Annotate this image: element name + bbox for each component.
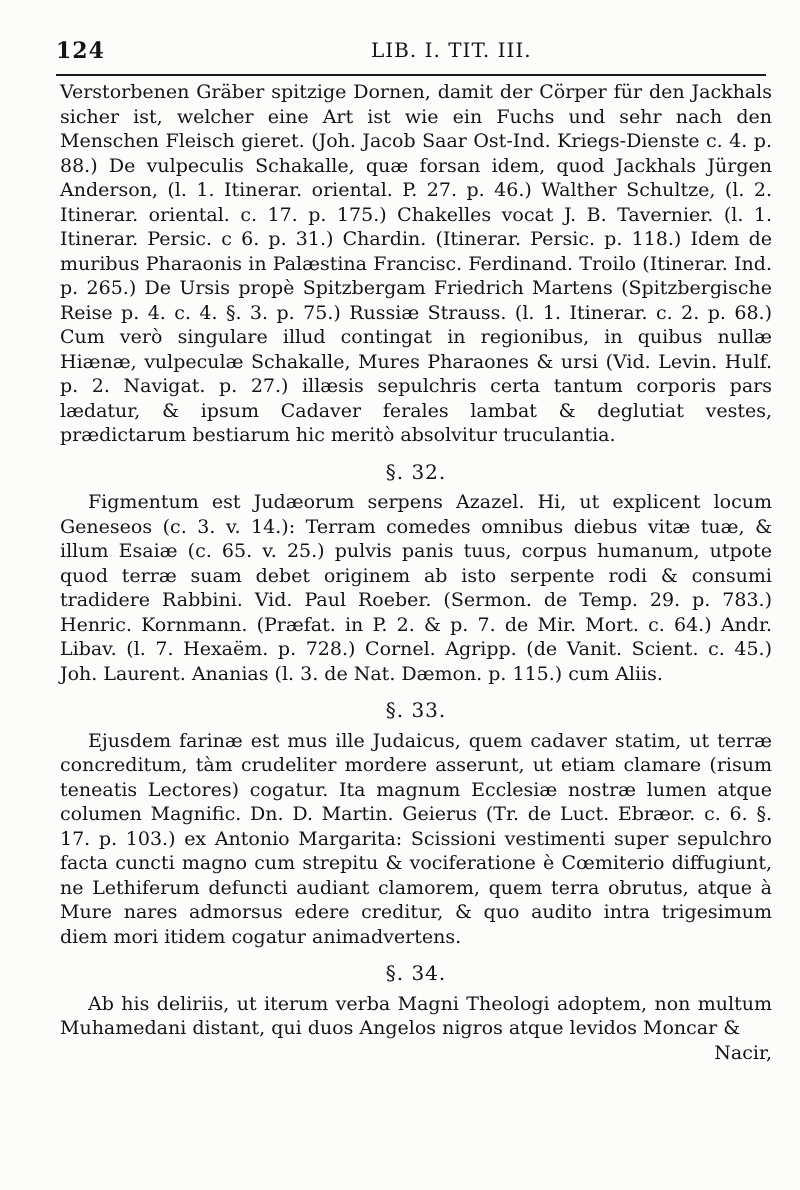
section-heading-34: §. 34.: [385, 961, 447, 985]
header-rule: [56, 74, 766, 76]
page-body: [60, 80, 772, 1065]
page-header: [56, 34, 756, 70]
section-heading-32: §. 32.: [385, 459, 447, 484]
paragraph-4: Ab his deliriis, ut iterum verba Magni Theologi adoptem, non multum Muhamedani distant, qui duos Angelos nigros atque levidos Moncar &: [60, 992, 772, 1039]
catchword: Nacir,: [714, 1041, 772, 1064]
section-heading-33: §. 33.: [385, 698, 447, 722]
paragraph-2: Figmentum est Judæorum serpens Azazel. Hi, ut explicent locum Geneseos (c. 3. v. 14.): Terram comedes omnibus diebus vitæ tuæ, & illum Esaiæ (c. 65. v. 25.) pulvis panis tuus, corpus humanum, utpote quod terræ suam debet originem ab isto serpente rodi & consumi tradidere Rabbini. Vid. Paul Roeber. (Sermon. de Temp. 29. p. 783.) Henric. Kornmann. (Præfat. in P. 2. & p. 7. de Mir. Mort. c. 64.) Andr. Libav. (l. 7. Hexaëm. p. 728.) Cornel. Agripp. (de Vanit. Scient. c. 45.) Joh. Laurent. Ananias (l. 3. de Nat. Dæmon. p. 115.) cum Aliis.: [60, 491, 772, 685]
running-head: LIB. I. TIT. III.: [371, 38, 532, 62]
page-number: 124: [56, 38, 105, 64]
paragraph-3: Ejusdem farinæ est mus ille Judaicus, quem cadaver statim, ut terræ concreditum, tàm crudeliter mordere asserunt, ut etiam clamare (risum teneatis Lectores) cogatur. Ita magnum Ecclesiæ nostræ lumen atque columen Magnific. Dn. D. Martin. Geierus (Tr. de Luct. Ebræor. c. 6. §. 17. p. 103.) ex Antonio Margarita: Scissioni vestimenti super sepulchro facta cuncti magno cum strepitu & vociferatione è Cœmiterio diffugiunt, ne Lethiferum defuncti audiant clamorem, quem terra obrutus, atque à Mure nares admorsus edere creditur, & quo audito intra trigesimum diem mori itidem cogatur animadvertens.: [60, 729, 772, 948]
paragraph-1: Verstorbenen Gräber spitzige Dornen, damit der Cörper für den Jackhals sicher ist, welcher eine Art ist wie ein Fuchs und sehr nach den Menschen Fleisch gieret. (Joh. Jacob Saar Ost-Ind. Kriegs-Dienste c. 4. p. 88.) De vulpeculis Schakalle, quæ forsan idem, quod Jackhals Jürgen Anderson, (l. 1. Itinerar. oriental. P. 27. p. 46.) Walther Schultze, (l. 2. Itinerar. oriental. c. 17. p. 175.) Chakelles vocat J. B. Tavernier. (l. 1. Itinerar. Persic. c 6. p. 31.) Chardin. (Itinerar. Persic. p. 118.) Idem de muribus Pharaonis in Palæstina Francisc. Ferdinand. Troilo (Itinerar. Ind. p. 265.) De Ursis propè Spitzbergam Friedrich Martens (Spitzbergische Reise p. 4. c. 4. §. 3. p. 75.) Russiæ Strauss. (l. 1. Itinerar. c. 2. p. 68.) Cum verò singulare illud contingat in regionibus, in quibus nullæ Hiænæ, vulpeculæ Schakalle, Mures Pharaones & ursi (Vid. Levin. Hulf. p. 2. Navigat. p. 27.) illæsis sepulchris certa tantum corporis pars lædatur, & ipsum Cadaver ferales lambat & deglutiat vestes, prædictarum bestiarum hic meritò absolvitur truculantia.: [60, 81, 772, 446]
